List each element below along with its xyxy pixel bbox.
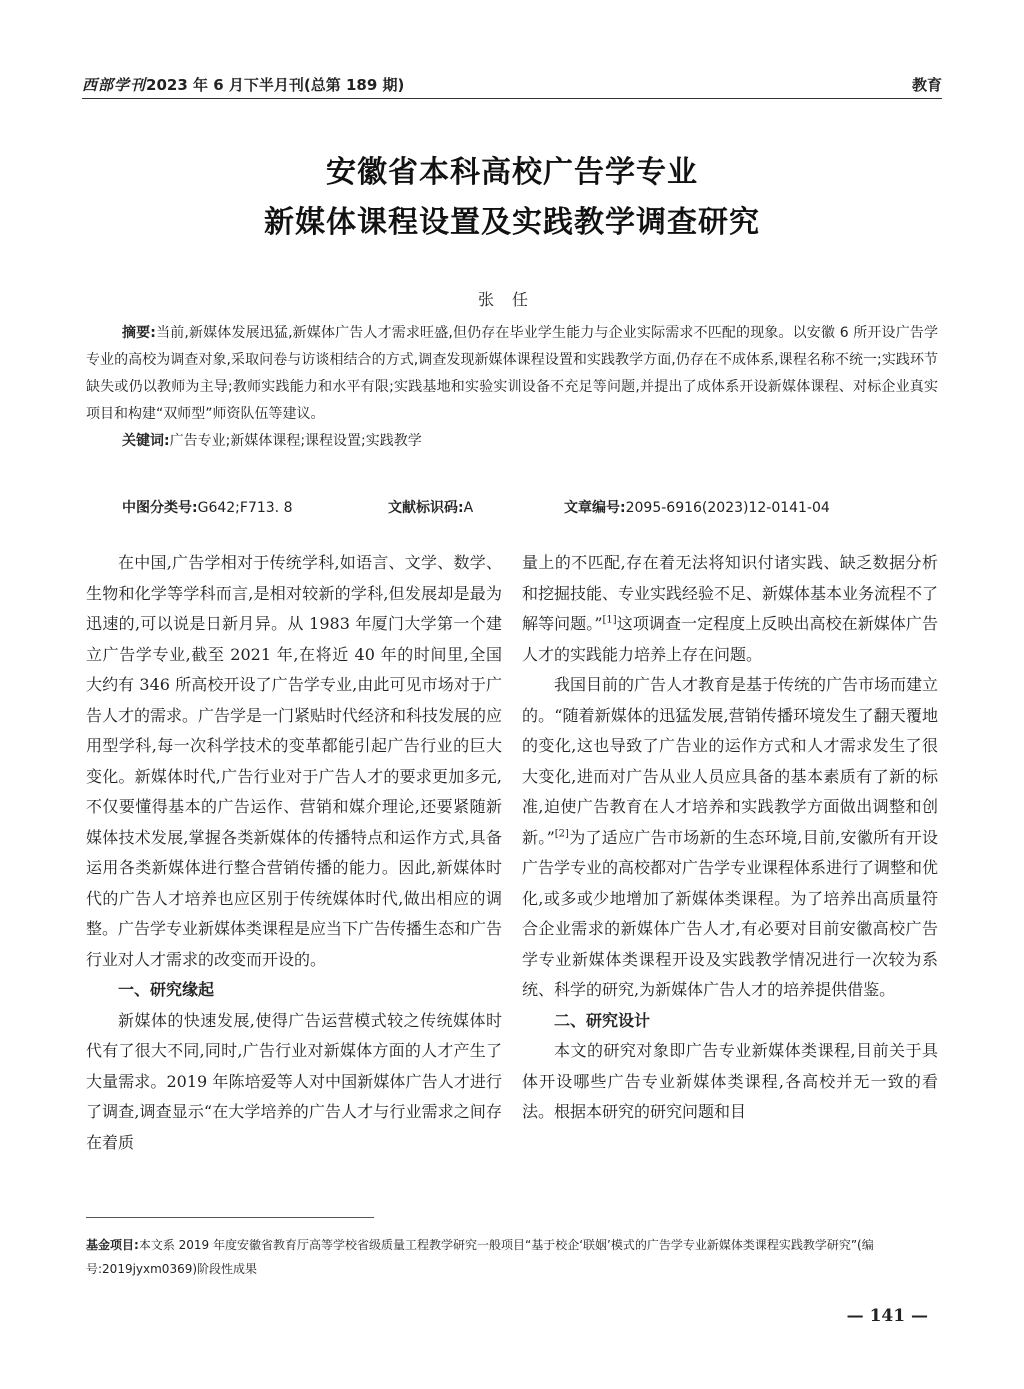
author-name: 张任 xyxy=(477,290,546,309)
section-heading-2: 二、研究设计 xyxy=(554,1010,651,1030)
paragraph-text: 为了适应广告市场新的生态环境,目前,安徽所有开设广告学专业的高校都对广告学专业课程体系进行了调整和优化,或多或少地增加了新媒体类课程。为了培养出高质量符合企业需求的新媒体广告人才,有必要对目前安徽高校广告学专业新媒体类课程开设及实践教学情况进行一次较为系统、科学的研究,为新媒体广告人才的培养提供借鉴。 xyxy=(522,827,939,999)
clc-number xyxy=(122,497,292,517)
abstract-block xyxy=(86,320,938,455)
section-name: 教育 xyxy=(911,76,942,94)
citation-ref: [2] xyxy=(554,828,569,840)
title-line-2: 新媒体课程设置及实践教学调查研究 xyxy=(264,205,760,240)
abstract-label: 摘要: xyxy=(122,325,156,341)
funding-footnote xyxy=(86,1233,938,1281)
doc-value: A xyxy=(463,500,474,516)
document-code xyxy=(388,497,473,517)
article-value: 2095-6916(2023)12-0141-04 xyxy=(625,500,830,516)
header-left xyxy=(82,74,404,95)
paragraph: 在中国,广告学相对于传统学科,如语言、文学、数学、生物和化学等学科而言,是相对较新的学科,但发展却是最为迅速的,可以说是日新月异。从 1983 年厦门大学第一个建立广告学专业,截至 2021 年,在将近 40 年的时间里,全国大约有 346 所高校开设了广告学专业,由此可见市场对于广告人才的需求。广告学是一门紧贴时代经济和科技发展的应用型学科,每一次科学技术的变革都能引起广告行业的巨大变化。新媒体时代,广告行业对于广告人才的要求更加多元,不仅要懂得基本的广告运作、营销和媒介理论,还要紧随新媒体技术发展,掌握各类新媒体的传播特点和运作方式,具备运用各类新媒体进行整合营销传播的能力。因此,新媒体时代的广告人才培养也应区别于传统媒体时代,做出相应的调整。广告学专业新媒体类课程是应当下广告传播生态和广告行业对人才需求的改变而开设的。 xyxy=(86,553,503,969)
section-heading-1: 一、研究缘起 xyxy=(118,980,215,999)
paragraph xyxy=(522,670,938,1006)
paragraph: 本文的研究对象即广告专业新媒体类课程,目前关于具体开设哪些广告专业新媒体类课程,各高校并无一致的看法。根据本研究的研究问题和目 xyxy=(522,1041,938,1121)
left-column xyxy=(86,548,502,1158)
paragraph-text: 量上的不匹配,存在着无法将知识付诸实践、缺乏数据分析和挖掘技能、专业实践经验不足、新媒体基本业务流程不了解等问题。” xyxy=(522,553,939,633)
clc-label: 中图分类号: xyxy=(122,500,198,516)
paragraph: 新媒体的快速发展,使得广告运营模式较之传统媒体时代有了很大不同,同时,广告行业对新媒体方面的人才产生了大量需求。2019 年陈培爱等人对中国新媒体广告人才进行了调查,调查显示“在大学培养的广告人才与行业需求之间存在着质 xyxy=(86,1010,502,1152)
doc-label: 文献标识码: xyxy=(388,500,464,516)
abstract xyxy=(86,320,938,428)
journal-logo: 西部学刊 xyxy=(82,76,147,94)
footnote-text: 本文系 2019 年度安徽省教育厅高等学校省级质量工程教学研究一般项目“基于校企‘联姻’模式的广告学专业新媒体类课程实践教学研究”(编号:2019jyxm0369)阶段性成果 xyxy=(86,1238,874,1276)
running-header xyxy=(82,70,942,99)
keywords-text: 广告专业;新媒体课程;课程设置;实践教学 xyxy=(169,433,422,449)
footnote-label: 基金项目: xyxy=(86,1238,139,1252)
citation-ref: [1] xyxy=(602,614,617,626)
paragraph-text: 我国目前的广告人才教育是基于传统的广告市场而建立的。“随着新媒体的迅猛发展,营销传播环境发生了翻天覆地的变化,这也导致了广告业的运作方式和人才需求发生了很大变化,进而对广告从业人员应具备的基本素质有了新的标准,迫使广告教育在人才培养和实践教学方面做出调整和创新。” xyxy=(522,675,939,847)
paragraph xyxy=(522,548,938,670)
article-label: 文章编号: xyxy=(564,500,626,516)
abstract-text: 当前,新媒体发展迅猛,新媒体广告人才需求旺盛,但仍存在毕业学生能力与企业实际需求不匹配的现象。以安徽 6 所开设广告学专业的高校为调查对象,采取问卷与访谈相结合的方式,调查发现新媒体课程设置和实践教学方面,仍存在不成体系,课程名称不统一;实践环节缺失或仍以教师为主导;教师实践能力和水平有限;实践基地和实验实训设备不充足等问题,并提出了成体系开设新媒体课程、对标企业真实项目和构建“双师型”师资队伍等建议。 xyxy=(86,325,939,422)
clc-value: G642;F713. 8 xyxy=(197,500,293,516)
page-number: — 141 — xyxy=(846,1306,928,1326)
issue-info: 2023 年 6 月下半月刊(总第 189 期) xyxy=(146,76,405,94)
title-line-1: 安徽省本科高校广告学专业 xyxy=(326,155,698,190)
keywords-label: 关键词: xyxy=(122,433,170,449)
keywords xyxy=(86,428,938,455)
article-number xyxy=(564,497,830,517)
footnote-divider xyxy=(86,1217,374,1218)
article-title xyxy=(0,148,1024,248)
right-column xyxy=(522,548,938,1128)
paragraph-text: 这项调查一定程度上反映出高校在新媒体广告人才的实践能力培养上存在问题。 xyxy=(522,614,938,664)
